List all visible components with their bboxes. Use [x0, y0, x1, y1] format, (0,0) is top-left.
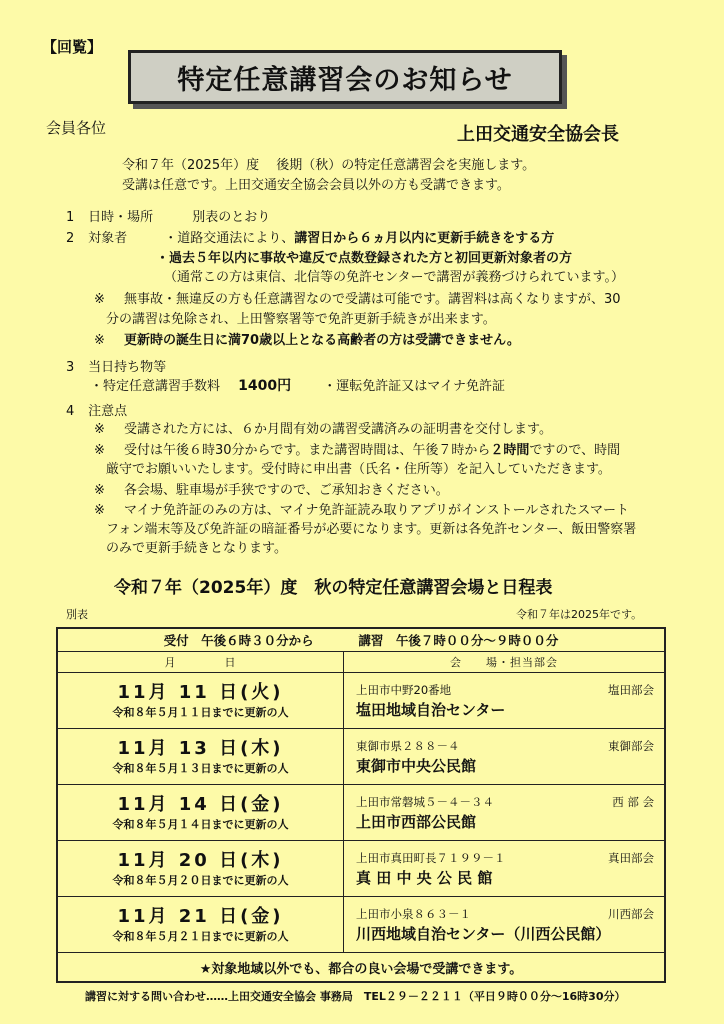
- schedule-title: 令和７年（2025年）度 秋の特定任意講習会場と日程表: [114, 578, 553, 598]
- venue-cell: [344, 841, 666, 897]
- section-4-heading: [66, 402, 127, 421]
- section-2-note-2: [94, 331, 520, 350]
- venue-cell: [344, 673, 666, 729]
- date-cell: [57, 729, 344, 785]
- section-4-note-4-cont-2: のみで更新手続きとなります。: [106, 541, 287, 556]
- note-mark: ※: [94, 333, 105, 348]
- schedule-header-row: [57, 652, 665, 673]
- section-1: [66, 208, 270, 227]
- section-3-heading: [66, 358, 166, 377]
- venue-branch: 西 部 会: [612, 794, 654, 809]
- venue-address: 上田市真田町長７１９９－１: [356, 850, 506, 865]
- venue-address: 上田市中野20番地: [356, 682, 452, 697]
- lecture-time: 講習 午後７時００分～９時００分: [358, 633, 559, 648]
- section-3-items: [90, 377, 505, 396]
- venue-name: 塩田地域自治センター: [356, 700, 506, 719]
- section-2-target-1-bold: 講習日から６ヵ月以内に更新手続きをする方: [294, 231, 555, 246]
- renewal-deadline: 令和８年５月２１日までに更新の人: [112, 929, 289, 943]
- venue-cell: [344, 897, 666, 953]
- circulation-tag: 【回覧】: [42, 38, 103, 56]
- section-4-label: 注意点: [88, 404, 128, 419]
- table-row: [57, 729, 665, 785]
- section-4-note-2: [94, 441, 620, 460]
- section-2-target-1: ・道路交通法により、: [164, 231, 295, 246]
- intro-line-1: 令和７年（2025年）度 後期（秋）の特定任意講習会を実施します。: [122, 158, 536, 173]
- date-cell: [57, 897, 344, 953]
- note-text: 受講された方には、６か月間有効の講習受講済みの証明書を交付します。: [124, 422, 552, 437]
- venue-cell: [344, 785, 666, 841]
- schedule-time-row: [57, 628, 665, 652]
- venue-name: 上田市西部公民館: [356, 812, 477, 831]
- page-title-text: 特定任意講習会のお知らせ: [177, 64, 513, 96]
- venue-branch: 塩田部会: [608, 682, 654, 697]
- session-date: 11月 14 日(金): [117, 793, 284, 815]
- addressee: 会員各位: [46, 119, 107, 137]
- note-mark: ※: [94, 503, 105, 518]
- section-1-value: 別表のとおり: [192, 210, 271, 225]
- section-4-note-1: [94, 420, 552, 439]
- section-4-note-4-cont-1: フォン端末等及び免許証の暗証番号が必要になります。更新は各免許センター、飯田警察署: [106, 522, 637, 537]
- section-2-note-1-cont: 分の講習は免除され、上田警察署等で免許更新手続きが出来ます。: [106, 312, 496, 327]
- venue-branch: 真田部会: [608, 850, 654, 865]
- venue-cell: [344, 729, 666, 785]
- session-date: 11月 20 日(木): [117, 849, 284, 871]
- renewal-deadline: 令和８年５月１４日までに更新の人: [112, 817, 289, 831]
- venue-name: 真 田 中 央 公 民 館: [356, 868, 493, 887]
- year-note: 令和７年は2025年です。: [516, 608, 643, 621]
- column-date: 月 日: [57, 652, 344, 673]
- venue-name: 川西地域自治センター（川西公民館）: [356, 924, 611, 943]
- schedule-table: [56, 627, 666, 983]
- schedule-label: 別表: [66, 608, 88, 621]
- fee-amount: 1400円: [238, 378, 292, 394]
- venue-address: 上田市小泉８６３－１: [356, 906, 471, 921]
- section-2-target-2: ・過去５年以内に事故や違反で点数登録された方と初回更新対象者の方: [156, 251, 573, 266]
- note-text: ですので、時間: [529, 443, 621, 458]
- date-cell: [57, 841, 344, 897]
- table-row: [57, 897, 665, 953]
- session-date: 11月 21 日(金): [117, 905, 284, 927]
- note-text-bold: ２時間: [490, 443, 530, 458]
- schedule-footnote: ★対象地域以外でも、都合の良い会場で受講できます。: [57, 953, 665, 983]
- section-1-number: 1: [66, 210, 75, 225]
- note-mark: ※: [94, 422, 105, 437]
- table-row: [57, 841, 665, 897]
- reception-time: 受付 午後６時３０分から: [163, 633, 314, 648]
- license-item: ・運転免許証又はマイナ免許証: [323, 379, 506, 394]
- date-cell: [57, 785, 344, 841]
- column-venue: 会 場・担当部会: [344, 652, 666, 673]
- note-mark: ※: [94, 292, 105, 307]
- note-mark: ※: [94, 483, 105, 498]
- section-2-label: 対象者: [88, 231, 128, 246]
- section-4-note-2-cont: 厳守でお願いいたします。受付時に申出書（氏名・住所等）を記入していただきます。: [106, 462, 611, 477]
- section-2-note-1-text: 無事故・無違反の方も任意講習なので受講は可能です。講習料は高くなりますが、30: [124, 292, 621, 307]
- section-2-number: 2: [66, 231, 75, 246]
- venue-name: 東御市中央公民館: [356, 756, 477, 775]
- renewal-deadline: 令和８年５月１１日までに更新の人: [112, 705, 289, 719]
- section-2-note-2-text: 更新時の誕生日に満70歳以上となる高齢者の方は受講できません。: [124, 333, 520, 348]
- venue-address: 上田市常磐城５－４－３４: [356, 794, 494, 809]
- session-date: 11月 13 日(木): [117, 737, 284, 759]
- section-4-number: 4: [66, 404, 75, 419]
- note-text: 受付は午後６時30分からです。また講習時間は、午後７時から: [124, 443, 491, 458]
- session-date: 11月 11 日(火): [117, 681, 284, 703]
- note-text: マイナ免許証のみの方は、マイナ免許証読み取りアプリがインストールされたスマート: [124, 503, 630, 518]
- section-2-note-1: [94, 290, 621, 309]
- venue-branch: 東御部会: [608, 738, 654, 753]
- section-3-label: 当日持ち物等: [88, 360, 167, 375]
- renewal-deadline: 令和８年５月２０日までに更新の人: [112, 873, 289, 887]
- venue-address: 東御市県２８８－４: [356, 738, 460, 753]
- sender: 上田交通安全協会長: [457, 124, 619, 145]
- fee-label: ・特定任意講習手数料: [90, 379, 221, 394]
- schedule-footnote-row: [57, 953, 665, 983]
- section-1-label: 日時・場所: [88, 210, 154, 225]
- section-4-note-4: [94, 501, 629, 520]
- note-text: 各会場、駐車場が手狭ですので、ご承知おきください。: [124, 483, 449, 498]
- contact-info: 講習に対する問い合わせ……上田交通安全協会 事務局 TEL２９－２２１１（平日９時００分～16時30分）: [85, 990, 626, 1003]
- section-3-number: 3: [66, 360, 75, 375]
- intro-line-2: 受講は任意です。上田交通安全協会会員以外の方も受講できます。: [122, 178, 510, 193]
- venue-branch: 川西部会: [608, 906, 654, 921]
- table-row: [57, 673, 665, 729]
- note-mark: ※: [94, 443, 105, 458]
- table-row: [57, 785, 665, 841]
- page-title: [128, 50, 562, 104]
- section-4-note-3: [94, 481, 449, 500]
- section-2-target-note: （通常この方は東信、北信等の免許センターで講習が義務づけられています。）: [164, 270, 624, 285]
- schedule-times: [57, 628, 665, 652]
- section-2-line-1: [66, 229, 554, 248]
- date-cell: [57, 673, 344, 729]
- renewal-deadline: 令和８年５月１３日までに更新の人: [112, 761, 289, 775]
